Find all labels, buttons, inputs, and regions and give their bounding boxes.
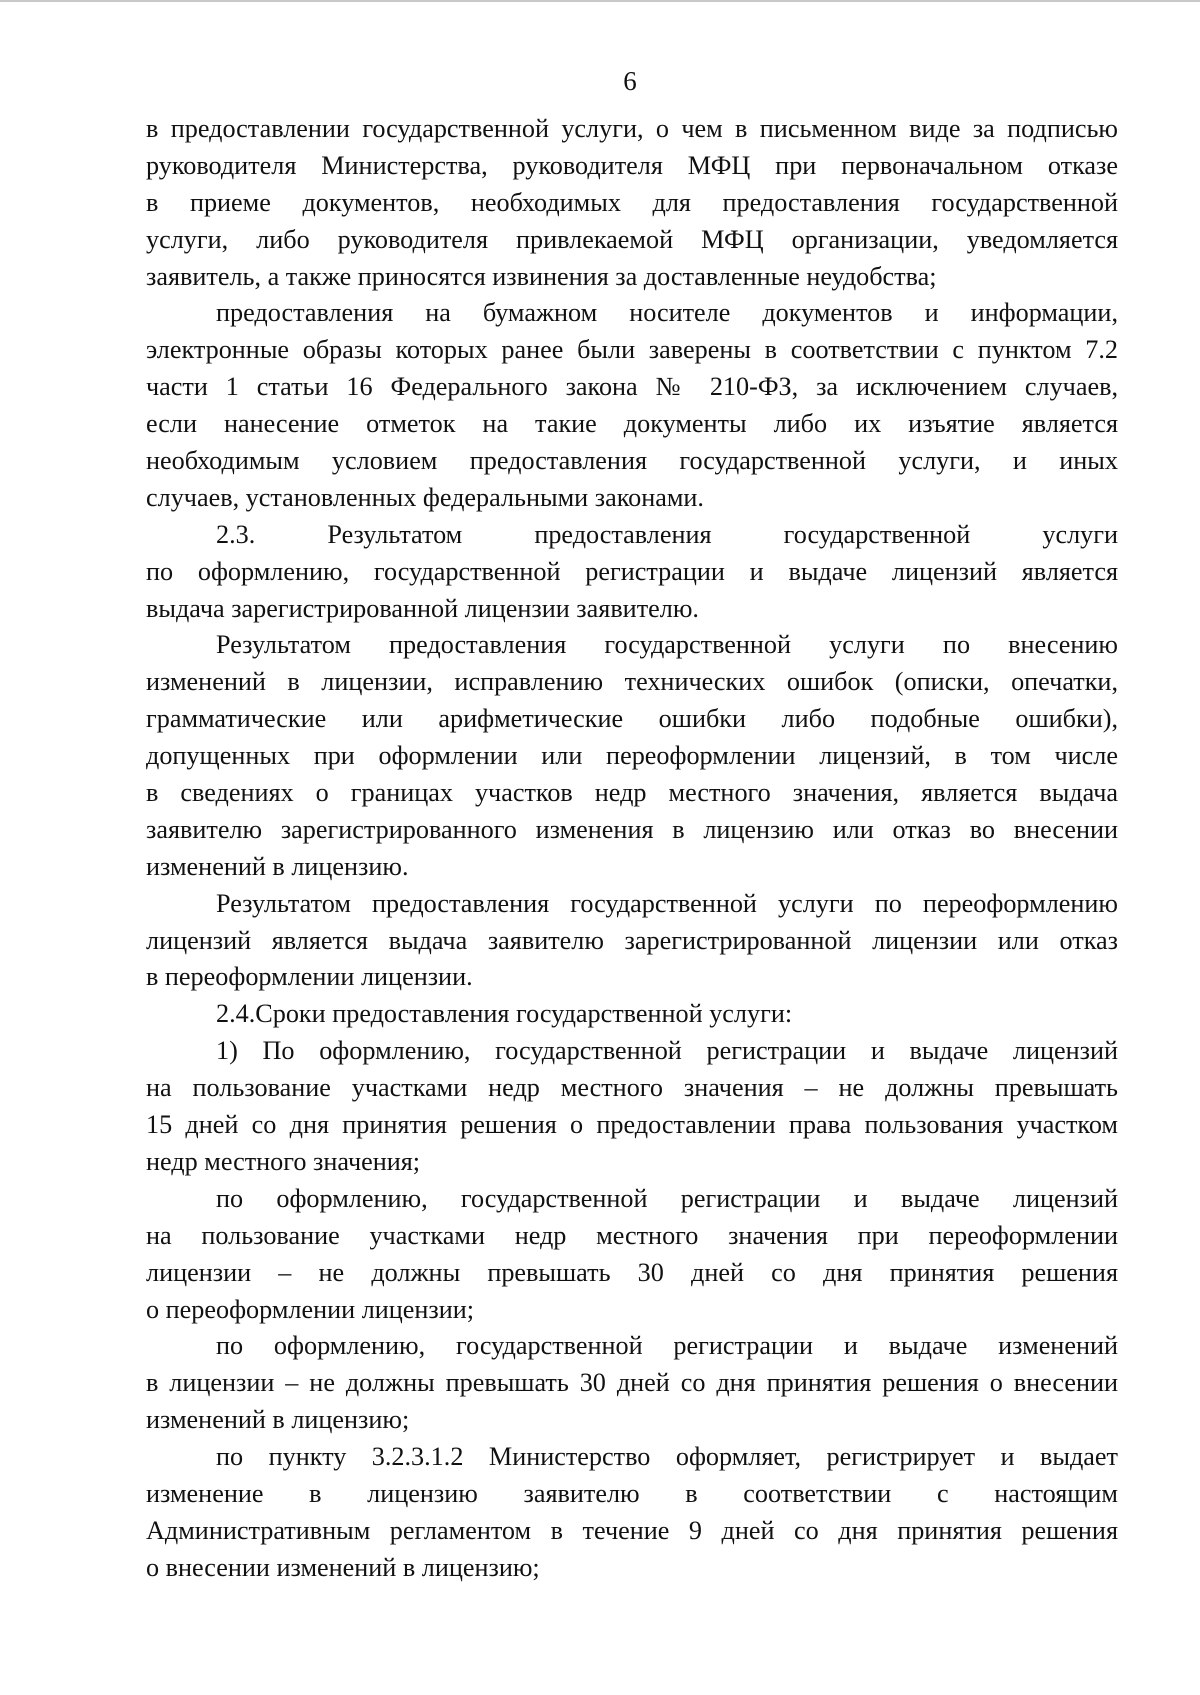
text-line: о переоформлении лицензии; xyxy=(146,1294,475,1324)
text-line: части 1 статьи 16 Федерального закона № 210-ФЗ, за исключением случаев, xyxy=(146,372,1118,402)
text-line: недр местного значения; xyxy=(146,1146,421,1176)
text-line: выдача зарегистрированной лицензии заявителю. xyxy=(146,593,699,623)
text-line: в лицензии – не должны превышать 30 дней со дня принятия решения о внесении xyxy=(146,1368,1118,1398)
text-line: лицензии – не должны превышать 30 дней со дня принятия решения xyxy=(146,1257,1118,1287)
text-line: изменений в лицензии, исправлению технических ошибок (описки, опечатки, xyxy=(146,667,1118,697)
text-line: в переоформлении лицензии. xyxy=(146,962,473,992)
text-line: по оформлению, государственной регистрации и выдаче лицензий xyxy=(216,1183,1118,1213)
text-line: 15 дней со дня принятия решения о предоставлении права пользования участком xyxy=(146,1110,1118,1140)
text-line: изменений в лицензию. xyxy=(146,851,409,881)
text-line: в предоставлении государственной услуги, о чем в письменном виде за подписью xyxy=(146,114,1118,143)
text-line: в сведениях о границах участков недр местного значения, является выдача xyxy=(146,778,1118,808)
text-line: по оформлению, государственной регистрации и выдаче изменений xyxy=(216,1331,1118,1361)
text-line: электронные образы которых ранее были заверены в соответствии с пунктом 7.2 xyxy=(146,335,1118,365)
text-line: заявителю зарегистрированного изменения в лицензию или отказ во внесении xyxy=(146,814,1118,844)
text-line: 2.4.Сроки предоставления государственной услуги: xyxy=(216,999,793,1029)
text-line: на пользование участками недр местного значения – не должны превышать xyxy=(146,1073,1118,1103)
document-body xyxy=(146,111,1118,1587)
text-line: если нанесение отметок на такие документы либо их изъятие является xyxy=(146,409,1118,439)
text-line: Административным регламентом в течение 9 дней со дня принятия решения xyxy=(146,1515,1118,1545)
text-line: заявитель, а также приносятся извинения за доставленные неудобства; xyxy=(146,261,937,291)
page-number: 6 xyxy=(623,66,637,96)
text-line: изменение в лицензию заявителю в соответствии с настоящим xyxy=(146,1478,1118,1508)
text-line: необходимым условием предоставления государственной услуги, и иных xyxy=(146,446,1118,476)
text-line: предоставления на бумажном носителе документов и информации, xyxy=(216,298,1118,328)
text-line: Результатом предоставления государственной услуги по внесению xyxy=(216,630,1118,660)
text-line: на пользование участками недр местного значения при переоформлении xyxy=(146,1220,1118,1250)
text-line: о внесении изменений в лицензию; xyxy=(146,1552,540,1582)
text-line: по пункту 3.2.3.1.2 Министерство оформляет, регистрирует и выдает xyxy=(216,1442,1118,1472)
text-line: Результатом предоставления государственной услуги по переоформлению xyxy=(216,888,1118,918)
text-line: допущенных при оформлении или переоформлении лицензий, в том числе xyxy=(146,741,1118,771)
text-line: руководителя Министерства, руководителя МФЦ при первоначальном отказе xyxy=(146,150,1118,180)
text-line: изменений в лицензию; xyxy=(146,1405,410,1435)
text-line: по оформлению, государственной регистрации и выдаче лицензий является xyxy=(146,556,1118,586)
text-line: 1) По оформлению, государственной регистрации и выдаче лицензий xyxy=(216,1036,1118,1066)
scan-edge-line xyxy=(0,0,1200,2)
text-line: лицензий является выдача заявителю зарегистрированной лицензии или отказ xyxy=(146,925,1118,955)
text-line: услуги, либо руководителя привлекаемой МФЦ организации, уведомляется xyxy=(146,224,1118,254)
text-line: 2.3. Результатом предоставления государственной услуги xyxy=(216,519,1118,549)
text-line: случаев, установленных федеральными законами. xyxy=(146,482,704,512)
text-line: грамматические или арифметические ошибки либо подобные ошибки), xyxy=(146,704,1118,734)
text-line: в приеме документов, необходимых для предоставления государственной xyxy=(146,187,1118,217)
